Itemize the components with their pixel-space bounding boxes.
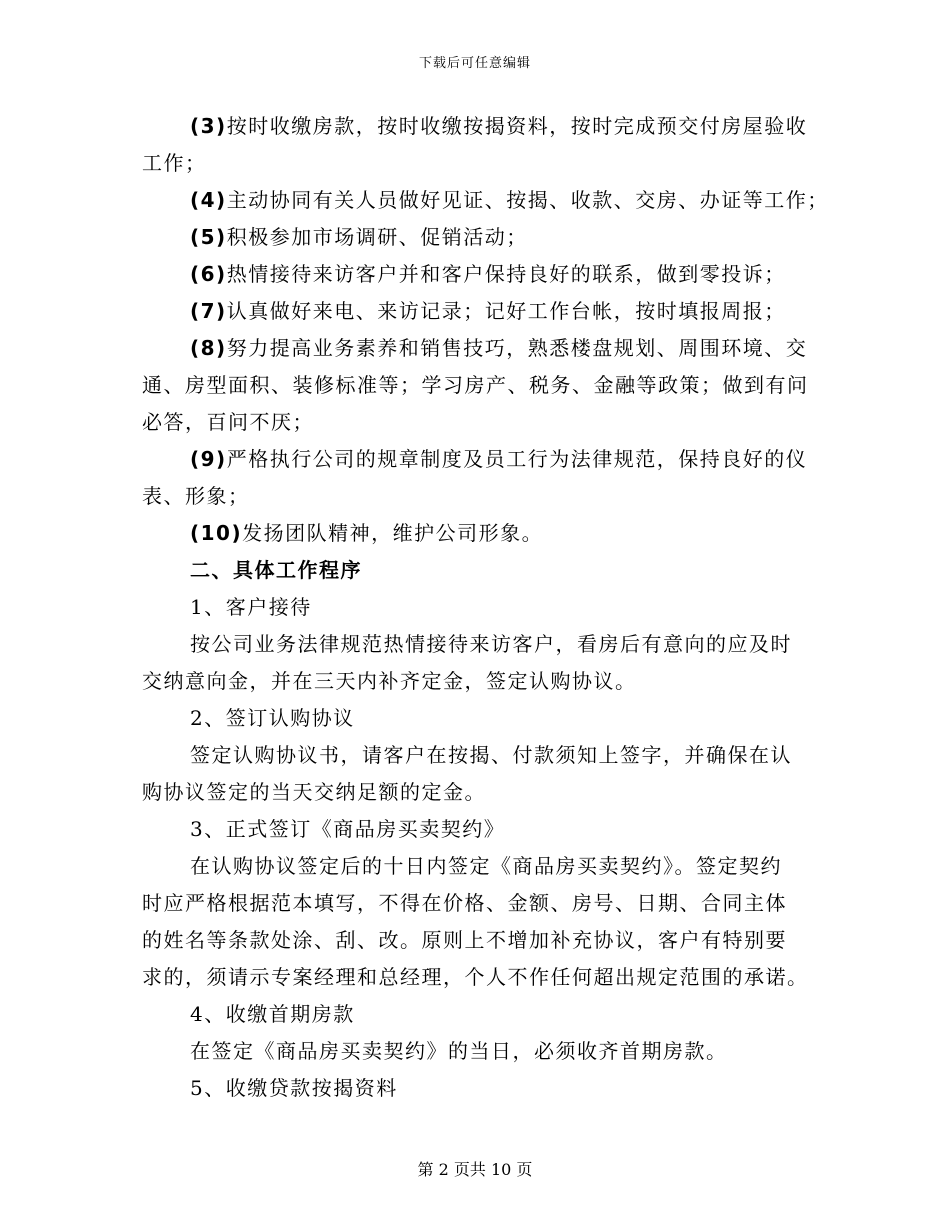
item-number: (4) [190,188,227,212]
line-text: 签定认购协议书，请客户在按揭、付款须知上签字，并确保在认 [190,743,792,767]
text-line [142,1033,814,1070]
line-text: 时应严格根据范本填写，不得在价格、金额、房号、日期、合同主体 [142,891,787,915]
text-line [142,108,814,145]
text-line [142,959,814,996]
item-number: (3) [190,114,227,138]
line-text: 4、收缴首期房款 [190,1002,355,1026]
text-line [142,441,814,478]
text-line [142,774,814,811]
item-number: (8) [190,336,227,360]
line-text: 发扬团队精神，维护公司形象。 [242,521,544,545]
text-line [142,737,814,774]
text-line [142,1070,814,1107]
item-number: (7) [190,299,227,323]
line-text: 必答，百问不厌； [142,410,314,434]
section-heading [142,552,814,589]
line-text: 的姓名等条款处涂、刮、改。原则上不增加补充协议，客户有特别要 [142,928,787,952]
line-text: 工作； [142,151,207,175]
line-text: 二、具体工作程序 [190,558,362,582]
text-line [142,922,814,959]
line-text: 热情接待来访客户并和客户保持良好的联系，做到零投诉； [226,262,786,286]
line-text: 交纳意向金，并在三天内补齐定金，签定认购协议。 [142,669,637,693]
page-header: 下载后可任意编辑 [418,56,531,71]
line-text: 2、签订认购协议 [190,706,355,730]
item-number: (9) [190,447,227,471]
line-text: 积极参加市场调研、促销活动； [226,225,528,249]
line-text: 求的，须请示专案经理和总经理，个人不作任何超出规定范围的承诺。 [142,965,809,989]
item-number: (5) [190,225,227,249]
line-text: 严格执行公司的规章制度及员工行为法律规范，保持良好的仪 [226,447,808,471]
text-line [142,404,814,441]
item-number: (6) [190,262,227,286]
text-line [142,256,814,293]
line-text: 通、房型面积、装修标准等；学习房产、税务、金融等政策；做到有问 [142,373,809,397]
line-text: 表、形象； [142,484,250,508]
item-number: (10) [190,521,243,545]
text-line [142,182,829,219]
line-text: 在认购协议签定后的十日内签定《商品房买卖契约》。签定契约 [190,854,782,878]
text-line [142,367,814,404]
line-text: 3、正式签订《商品房买卖契约》 [190,817,506,841]
text-line [142,626,814,663]
text-line [142,145,814,182]
text-line [142,293,814,330]
text-line [142,589,814,626]
text-line [142,330,814,367]
line-text: 5、收缴贷款按揭资料 [190,1076,398,1100]
text-line [142,996,814,1033]
line-text: 购协议签定的当天交纳足额的定金。 [142,780,486,804]
text-line [142,848,814,885]
line-text: 按时收缴房款，按时收缴按揭资料，按时完成预交付房屋验收 [226,114,808,138]
text-line [142,478,814,515]
text-line [142,700,814,737]
line-text: 1、客户接待 [190,595,312,619]
line-text: 努力提高业务素养和销售技巧，熟悉楼盘规划、周围环境、交 [226,336,808,360]
text-line [142,885,814,922]
text-line [142,811,814,848]
text-line [142,515,814,552]
line-text: 主动协同有关人员做好见证、按揭、收款、交房、办证等工作； [226,188,829,212]
line-text: 认真做好来电、来访记录；记好工作台帐，按时填报周报； [226,299,786,323]
text-line [142,219,814,256]
text-line [142,663,814,700]
document-body [142,108,829,1107]
line-text: 按公司业务法律规范热情接待来访客户，看房后有意向的应及时 [190,632,792,656]
line-text: 在签定《商品房买卖契约》的当日，必须收齐首期房款。 [190,1039,728,1063]
page-footer: 第 2 页共 10 页 [417,1160,533,1179]
